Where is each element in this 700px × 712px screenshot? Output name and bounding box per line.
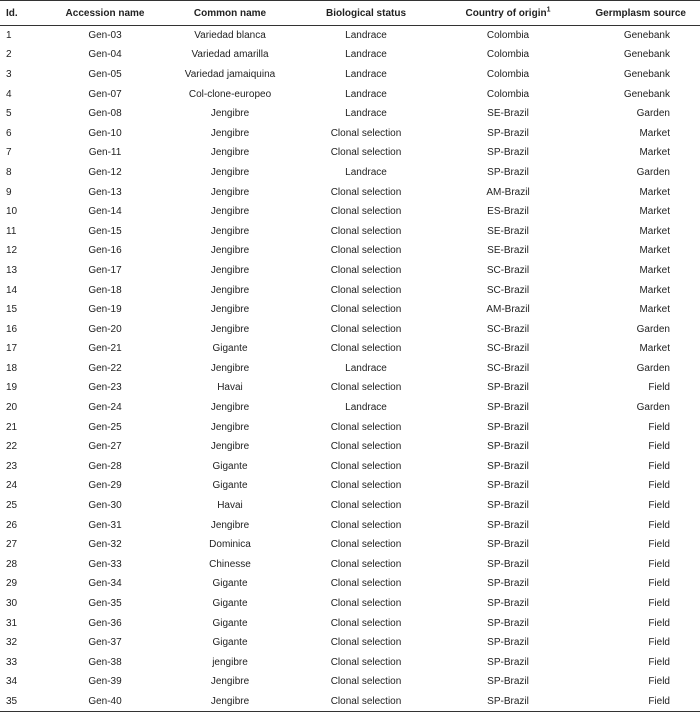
- cell-id: 33: [6, 656, 18, 668]
- cell-accession-name: Gen-35: [88, 598, 122, 610]
- cell-id: 29: [6, 578, 18, 590]
- cell-country-of-origin: SC-Brazil: [486, 323, 530, 335]
- cell-id: 26: [6, 519, 18, 531]
- cell-accession-name: Gen-31: [88, 519, 122, 531]
- cell-accession-name: Gen-34: [88, 578, 122, 590]
- table-row: [0, 182, 700, 202]
- cell-accession-name: Gen-04: [88, 49, 122, 61]
- cell-biological-status: Landrace: [345, 166, 387, 178]
- cell-germplasm-source: Genebank: [623, 88, 670, 100]
- cell-country-of-origin: SP-Brazil: [487, 460, 529, 472]
- cell-accession-name: Gen-22: [88, 362, 122, 374]
- cell-germplasm-source: Field: [648, 558, 670, 570]
- cell-common-name: Jengibre: [210, 676, 250, 688]
- cell-accession-name: Gen-19: [88, 304, 122, 316]
- cell-germplasm-source: Field: [648, 578, 670, 590]
- cell-accession-name: Gen-13: [88, 186, 122, 198]
- table-row: [0, 26, 700, 46]
- cell-germplasm-source: Field: [648, 617, 670, 629]
- cell-common-name: Jengibre: [210, 127, 250, 139]
- table-row: [0, 280, 700, 300]
- cell-id: 1: [6, 30, 12, 42]
- cell-country-of-origin: SP-Brazil: [487, 637, 529, 649]
- cell-common-name: Jengibre: [210, 362, 250, 374]
- cell-country-of-origin: AM-Brazil: [486, 186, 530, 198]
- cell-biological-status: Clonal selection: [330, 284, 402, 296]
- cell-accession-name: Gen-14: [88, 206, 122, 218]
- cell-common-name: Jengibre: [210, 304, 250, 316]
- cell-biological-status: Landrace: [345, 49, 387, 61]
- cell-id: 3: [6, 68, 12, 80]
- cell-common-name: Jengibre: [210, 245, 250, 257]
- cell-biological-status: Landrace: [345, 108, 387, 120]
- table-row: [0, 319, 700, 339]
- cell-accession-name: Gen-16: [88, 245, 122, 257]
- cell-common-name: Jengibre: [210, 441, 250, 453]
- cell-country-of-origin: SP-Brazil: [487, 500, 529, 512]
- cell-biological-status: Clonal selection: [330, 225, 402, 237]
- cell-accession-name: Gen-28: [88, 460, 122, 472]
- table-row: [0, 457, 700, 477]
- cell-country-of-origin: SP-Brazil: [487, 539, 529, 551]
- cell-germplasm-source: Field: [648, 656, 670, 668]
- cell-id: 6: [6, 127, 12, 139]
- cell-id: 20: [6, 402, 18, 414]
- cell-biological-status: Clonal selection: [330, 147, 402, 159]
- cell-accession-name: Gen-11: [88, 147, 122, 159]
- cell-common-name: Variedad blanca: [194, 30, 266, 42]
- cell-germplasm-source: Market: [639, 206, 670, 218]
- cell-country-of-origin: SP-Brazil: [487, 656, 529, 668]
- cell-biological-status: Clonal selection: [330, 578, 402, 590]
- cell-biological-status: Clonal selection: [330, 637, 402, 649]
- cell-germplasm-source: Garden: [636, 323, 670, 335]
- cell-biological-status: Clonal selection: [294, 692, 438, 712]
- cell-germplasm-source: Field: [648, 539, 670, 551]
- table-row: [0, 574, 700, 594]
- cell-common-name: Jengibre: [166, 692, 294, 712]
- cell-accession-name: Gen-07: [88, 88, 122, 100]
- cell-country-of-origin: ES-Brazil: [487, 206, 529, 218]
- cell-common-name: Jengibre: [210, 264, 250, 276]
- cell-common-name: Variedad jamaiquina: [184, 68, 276, 80]
- cell-country-of-origin: Colombia: [486, 49, 530, 61]
- cell-accession-name: Gen-17: [88, 264, 122, 276]
- cell-common-name: Col-clone-europeo: [188, 88, 272, 100]
- cell-biological-status: Landrace: [345, 402, 387, 414]
- cell-country-of-origin: SP-Brazil: [487, 558, 529, 570]
- cell-germplasm-source: Garden: [636, 166, 670, 178]
- cell-id: 17: [6, 343, 18, 355]
- cell-id: 21: [6, 421, 18, 433]
- cell-germplasm-source: Garden: [636, 108, 670, 120]
- cell-accession-name: Gen-33: [88, 558, 122, 570]
- cell-id: 22: [6, 441, 18, 453]
- header-common-name: Common name: [166, 1, 294, 26]
- header-row: [0, 1, 700, 26]
- cell-country-of-origin: Colombia: [486, 30, 530, 42]
- cell-country-of-origin: SC-Brazil: [486, 362, 530, 374]
- cell-germplasm-source: Field: [648, 637, 670, 649]
- cell-germplasm-source: Field: [648, 480, 670, 492]
- cell-accession-name: Gen-39: [88, 676, 122, 688]
- table-row: [0, 633, 700, 653]
- header-biological-status: Biological status: [294, 1, 438, 26]
- cell-accession-name: Gen-15: [88, 225, 122, 237]
- cell-common-name: Gigante: [212, 480, 248, 492]
- cell-germplasm-source: Field: [648, 460, 670, 472]
- header-id: Id.: [0, 1, 44, 26]
- cell-id: 16: [6, 323, 18, 335]
- cell-country-of-origin: SP-Brazil: [487, 127, 529, 139]
- cell-country-of-origin: SP-Brazil: [487, 147, 529, 159]
- cell-country-of-origin: SP-Brazil: [487, 166, 529, 178]
- cell-accession-name: Gen-03: [88, 30, 122, 42]
- cell-country-of-origin: Colombia: [486, 88, 530, 100]
- cell-common-name: jengibre: [212, 656, 248, 668]
- cell-id: 4: [6, 88, 12, 100]
- cell-id: 10: [6, 206, 18, 218]
- cell-biological-status: Clonal selection: [330, 343, 402, 355]
- cell-common-name: Jengibre: [210, 108, 250, 120]
- cell-country-of-origin: SP-Brazil: [487, 421, 529, 433]
- cell-id: 13: [6, 264, 18, 276]
- cell-common-name: Jengibre: [210, 421, 250, 433]
- cell-biological-status: Clonal selection: [330, 617, 402, 629]
- cell-biological-status: Clonal selection: [330, 186, 402, 198]
- cell-country-of-origin: SP-Brazil: [487, 578, 529, 590]
- cell-germplasm-source: Market: [639, 127, 670, 139]
- cell-germplasm-source: Market: [639, 147, 670, 159]
- table-row: [0, 359, 700, 379]
- cell-biological-status: Landrace: [345, 88, 387, 100]
- cell-biological-status: Clonal selection: [330, 460, 402, 472]
- cell-germplasm-source: Genebank: [623, 30, 670, 42]
- cell-country-of-origin: SP-Brazil: [487, 519, 529, 531]
- cell-germplasm-source: Field: [648, 598, 670, 610]
- cell-id: 25: [6, 500, 18, 512]
- cell-id: 24: [6, 480, 18, 492]
- cell-germplasm-source: Field: [648, 500, 670, 512]
- cell-id: 32: [6, 637, 18, 649]
- cell-biological-status: Clonal selection: [330, 558, 402, 570]
- cell-biological-status: Clonal selection: [330, 598, 402, 610]
- cell-id: 19: [6, 382, 18, 394]
- table-row: [0, 339, 700, 359]
- cell-common-name: Jengibre: [210, 402, 250, 414]
- cell-germplasm-source: Market: [639, 343, 670, 355]
- cell-country-of-origin: SP-Brazil: [487, 402, 529, 414]
- cell-common-name: Gigante: [212, 578, 248, 590]
- table-row: [0, 104, 700, 124]
- cell-common-name: Gigante: [212, 343, 248, 355]
- table-row: [0, 84, 700, 104]
- cell-common-name: Jengibre: [210, 186, 250, 198]
- cell-common-name: Gigante: [212, 460, 248, 472]
- cell-biological-status: Clonal selection: [330, 421, 402, 433]
- cell-country-of-origin: SC-Brazil: [486, 343, 530, 355]
- table-row: [0, 672, 700, 692]
- cell-common-name: Gigante: [212, 598, 248, 610]
- cell-biological-status: Clonal selection: [330, 127, 402, 139]
- cell-country-of-origin: Colombia: [486, 68, 530, 80]
- table-row: [0, 417, 700, 437]
- cell-accession-name: Gen-20: [88, 323, 122, 335]
- cell-id: 23: [6, 460, 18, 472]
- table-row: [0, 613, 700, 633]
- cell-common-name: Gigante: [212, 637, 248, 649]
- cell-germplasm-source: Field: [648, 421, 670, 433]
- table-row: [0, 221, 700, 241]
- table-row: [0, 515, 700, 535]
- cell-germplasm-source: Garden: [636, 362, 670, 374]
- cell-accession-name: Gen-38: [88, 656, 122, 668]
- cell-common-name: Chinesse: [209, 558, 251, 570]
- cell-biological-status: Clonal selection: [330, 519, 402, 531]
- cell-accession-name: Gen-30: [88, 500, 122, 512]
- cell-country-of-origin: SP-Brazil: [487, 598, 529, 610]
- cell-id: 30: [6, 598, 18, 610]
- cell-country-of-origin: SP-Brazil: [487, 382, 529, 394]
- cell-biological-status: Clonal selection: [330, 480, 402, 492]
- cell-country-of-origin: SC-Brazil: [486, 284, 530, 296]
- header-accession-name: Accession name: [44, 1, 166, 26]
- cell-biological-status: Clonal selection: [330, 264, 402, 276]
- cell-biological-status: Clonal selection: [330, 539, 402, 551]
- cell-accession-name: Gen-23: [88, 382, 122, 394]
- header-country-of-origin: [438, 1, 578, 26]
- cell-accession-name: Gen-10: [88, 127, 122, 139]
- cell-germplasm-source: Field: [648, 441, 670, 453]
- cell-germplasm-source: Field: [578, 692, 700, 712]
- cell-accession-name: Gen-25: [88, 421, 122, 433]
- cell-biological-status: Landrace: [345, 68, 387, 80]
- table-row: [0, 594, 700, 614]
- table-row: [0, 476, 700, 496]
- cell-country-of-origin: SE-Brazil: [487, 108, 529, 120]
- cell-biological-status: Landrace: [345, 362, 387, 374]
- cell-germplasm-source: Market: [639, 284, 670, 296]
- table-row: [0, 555, 700, 575]
- cell-accession-name: Gen-37: [88, 637, 122, 649]
- table-row: [0, 300, 700, 320]
- cell-common-name: Jengibre: [210, 147, 250, 159]
- table-row: [0, 261, 700, 281]
- cell-common-name: Jengibre: [210, 225, 250, 237]
- cell-accession-name: Gen-27: [88, 441, 122, 453]
- cell-id: 7: [6, 147, 12, 159]
- cell-germplasm-source: Market: [639, 245, 670, 257]
- cell-id: 34: [6, 676, 18, 688]
- cell-accession-name: Gen-24: [88, 402, 122, 414]
- table-body: [0, 26, 700, 712]
- cell-germplasm-source: Genebank: [623, 68, 670, 80]
- cell-id: 8: [6, 166, 12, 178]
- footnote-marker: 1: [546, 6, 551, 14]
- cell-country-of-origin: SP-Brazil: [487, 617, 529, 629]
- cell-biological-status: Clonal selection: [330, 441, 402, 453]
- cell-common-name: Variedad amarilla: [191, 49, 269, 61]
- cell-accession-name: Gen-08: [88, 108, 122, 120]
- cell-accession-name: Gen-18: [88, 284, 122, 296]
- cell-id: 14: [6, 284, 18, 296]
- cell-biological-status: Clonal selection: [330, 500, 402, 512]
- cell-country-of-origin: SP-Brazil: [487, 480, 529, 492]
- cell-id: 18: [6, 362, 18, 374]
- cell-id: 12: [6, 245, 18, 257]
- cell-common-name: Dominica: [209, 539, 251, 551]
- cell-accession-name: Gen-36: [88, 617, 122, 629]
- cell-biological-status: Clonal selection: [330, 676, 402, 688]
- cell-germplasm-source: Garden: [636, 402, 670, 414]
- cell-biological-status: Clonal selection: [330, 323, 402, 335]
- table-row: [0, 241, 700, 261]
- cell-germplasm-source: Field: [648, 676, 670, 688]
- cell-country-of-origin: SP-Brazil: [487, 676, 529, 688]
- cell-id: 27: [6, 539, 18, 551]
- table-row: [0, 123, 700, 143]
- cell-common-name: Havai: [217, 500, 243, 512]
- cell-common-name: Jengibre: [210, 206, 250, 218]
- cell-country-of-origin: SE-Brazil: [487, 225, 529, 237]
- cell-id: 2: [6, 49, 12, 61]
- cell-id: 15: [6, 304, 18, 316]
- header-germplasm-source: Germplasm source: [578, 1, 700, 26]
- cell-common-name: Jengibre: [210, 519, 250, 531]
- cell-id: 28: [6, 558, 18, 570]
- header-country-of-origin-label: Country of origin: [465, 7, 547, 19]
- cell-id: 35: [0, 692, 44, 712]
- cell-common-name: Gigante: [212, 617, 248, 629]
- cell-biological-status: Clonal selection: [330, 656, 402, 668]
- cell-biological-status: Clonal selection: [330, 206, 402, 218]
- cell-id: 31: [6, 617, 18, 629]
- table-row: [0, 163, 700, 183]
- table-row: [0, 496, 700, 516]
- cell-country-of-origin: SP-Brazil: [438, 692, 578, 712]
- table-row: [0, 535, 700, 555]
- cell-biological-status: Clonal selection: [330, 382, 402, 394]
- cell-country-of-origin: SC-Brazil: [486, 264, 530, 276]
- cell-germplasm-source: Market: [639, 225, 670, 237]
- cell-germplasm-source: Market: [639, 304, 670, 316]
- cell-accession-name: Gen-12: [88, 166, 122, 178]
- table-row: [0, 398, 700, 418]
- cell-common-name: Jengibre: [210, 284, 250, 296]
- table-row: [0, 143, 700, 163]
- cell-common-name: Jengibre: [210, 323, 250, 335]
- cell-biological-status: Landrace: [345, 30, 387, 42]
- cell-biological-status: Clonal selection: [330, 304, 402, 316]
- table-row: [0, 45, 700, 65]
- cell-accession-name: Gen-21: [88, 343, 122, 355]
- table-row: [0, 437, 700, 457]
- cell-country-of-origin: AM-Brazil: [486, 304, 530, 316]
- cell-germplasm-source: Genebank: [623, 49, 670, 61]
- cell-country-of-origin: SE-Brazil: [487, 245, 529, 257]
- cell-germplasm-source: Market: [639, 186, 670, 198]
- cell-common-name: Havai: [217, 382, 243, 394]
- cell-accession-name: Gen-32: [88, 539, 122, 551]
- cell-common-name: Jengibre: [210, 166, 250, 178]
- cell-id: 9: [6, 186, 12, 198]
- table-row: [0, 378, 700, 398]
- cell-accession-name: Gen-40: [44, 692, 166, 712]
- table-row: [0, 202, 700, 222]
- cell-germplasm-source: Market: [639, 264, 670, 276]
- table-row: [0, 692, 700, 712]
- cell-germplasm-source: Field: [648, 382, 670, 394]
- table-header: [0, 1, 700, 26]
- cell-biological-status: Clonal selection: [330, 245, 402, 257]
- cell-germplasm-source: Field: [648, 519, 670, 531]
- table-row: [0, 65, 700, 85]
- cell-id: 11: [6, 225, 17, 237]
- cell-accession-name: Gen-05: [88, 68, 122, 80]
- cell-id: 5: [6, 108, 12, 120]
- cell-accession-name: Gen-29: [88, 480, 122, 492]
- table-row: [0, 653, 700, 673]
- cell-country-of-origin: SP-Brazil: [487, 441, 529, 453]
